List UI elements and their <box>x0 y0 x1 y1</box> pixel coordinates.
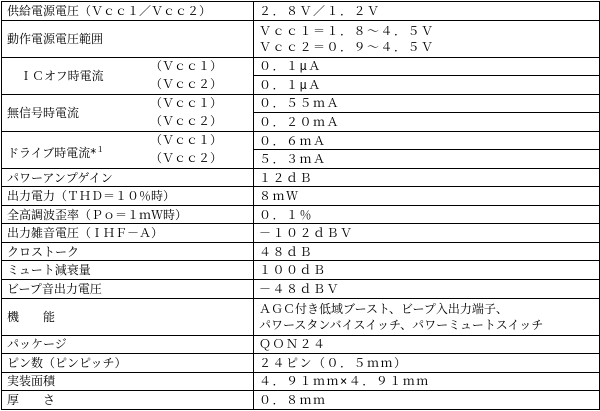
label-text: 供給電源電圧（Ｖｃｃ１／Ｖｃｃ２） <box>7 3 212 18</box>
row-label <box>2 57 254 94</box>
sub-label: （Ｖｃｃ１） <box>150 58 223 73</box>
value-line: パワースタンバイスイッチ、パワーミュートスイッチ <box>259 317 544 332</box>
row-value: ０．１μＡ <box>254 76 600 95</box>
value-line: ＡＧＣ付き低域ブースト、ビープ入出力端子、 <box>259 301 508 316</box>
table-row <box>2 242 600 261</box>
row-value: １２ｄＢ <box>254 168 600 187</box>
label-text: 厚 さ <box>7 393 62 408</box>
row-label: クロストーク <box>2 242 254 261</box>
row-value: ４８ｄＢ <box>254 242 600 261</box>
row-label <box>2 131 254 168</box>
row-value: －１０２ｄＢＶ <box>254 224 600 243</box>
table-row <box>2 2 600 21</box>
table-row <box>2 354 600 373</box>
table-row <box>2 335 600 354</box>
row-value: ０．１μＡ <box>254 57 600 76</box>
row-value: ２４ピン（０．５ｍｍ） <box>254 354 600 373</box>
table-row <box>2 261 600 280</box>
row-value <box>254 298 600 335</box>
row-value: ５．３ｍＡ <box>254 150 600 169</box>
row-value: ＱＯＮ２４ <box>254 335 600 354</box>
row-value <box>254 20 600 57</box>
row-label: ビープ音出力電圧 <box>2 279 254 298</box>
row-value: ０．５５ｍＡ <box>254 94 600 113</box>
row-label: ピン数（ピンピッチ） <box>2 354 254 373</box>
row-label <box>2 298 254 335</box>
row-label <box>2 94 254 131</box>
row-value: １００ｄＢ <box>254 261 600 280</box>
table-row <box>2 131 600 150</box>
row-label <box>2 2 254 21</box>
table-row <box>2 279 600 298</box>
row-value: ８ｍＷ <box>254 187 600 206</box>
row-label: 実装面積 <box>2 372 254 391</box>
value-line: Ｖｃｃ１＝１．８～４．５Ｖ <box>259 23 435 38</box>
label-text: 動作電源電圧範囲 <box>7 31 104 46</box>
label-main: ドライブ時電流* <box>7 145 97 160</box>
sub-label: （Ｖｃｃ２） <box>150 76 223 91</box>
row-value: －４８ｄＢＶ <box>254 279 600 298</box>
row-label: ミュート減衰量 <box>2 261 254 280</box>
sub-label: （Ｖｃｃ２） <box>150 113 223 128</box>
table-row <box>2 20 600 57</box>
spec-table <box>1 1 600 410</box>
table-row <box>2 168 600 187</box>
label-text: 無信号時電流 <box>7 105 80 120</box>
row-value: ０．２０ｍＡ <box>254 113 600 132</box>
row-value: ０．８ｍｍ <box>254 391 600 410</box>
row-value: ０．６ｍＡ <box>254 131 600 150</box>
sub-label: （Ｖｃｃ１） <box>150 95 223 110</box>
row-label: パワーアンプゲイン <box>2 168 254 187</box>
table-row <box>2 372 600 391</box>
row-label: パッケージ <box>2 335 254 354</box>
label-text: 機 能 <box>7 309 62 324</box>
sub-label: （Ｖｃｃ１） <box>150 132 223 147</box>
row-label <box>2 391 254 410</box>
row-label <box>2 20 254 57</box>
value-line: Ｖｃｃ２＝０．９～４．５Ｖ <box>259 39 435 54</box>
label-text: ＩＣオフ時電流 <box>20 68 104 83</box>
row-label: 出力雑音電圧（ＩＨＦ－Ａ） <box>2 224 254 243</box>
row-value: ２．８Ｖ／１．２Ｖ <box>254 2 600 21</box>
table-row <box>2 57 600 76</box>
table-row <box>2 391 600 410</box>
row-value: ０．１％ <box>254 205 600 224</box>
row-label: 出力電力（ＴＨＤ＝１０％時） <box>2 187 254 206</box>
footnote-mark: １ <box>96 144 105 154</box>
table-row <box>2 187 600 206</box>
table-row <box>2 94 600 113</box>
label-text <box>7 143 104 160</box>
row-value: ４．９１ｍｍ×４．９１ｍｍ <box>254 372 600 391</box>
row-label: 全高調波歪率（Ｐｏ＝１ｍＷ時） <box>2 205 254 224</box>
table-row <box>2 205 600 224</box>
sub-label: （Ｖｃｃ２） <box>150 150 223 165</box>
table-row <box>2 224 600 243</box>
table-row <box>2 298 600 335</box>
